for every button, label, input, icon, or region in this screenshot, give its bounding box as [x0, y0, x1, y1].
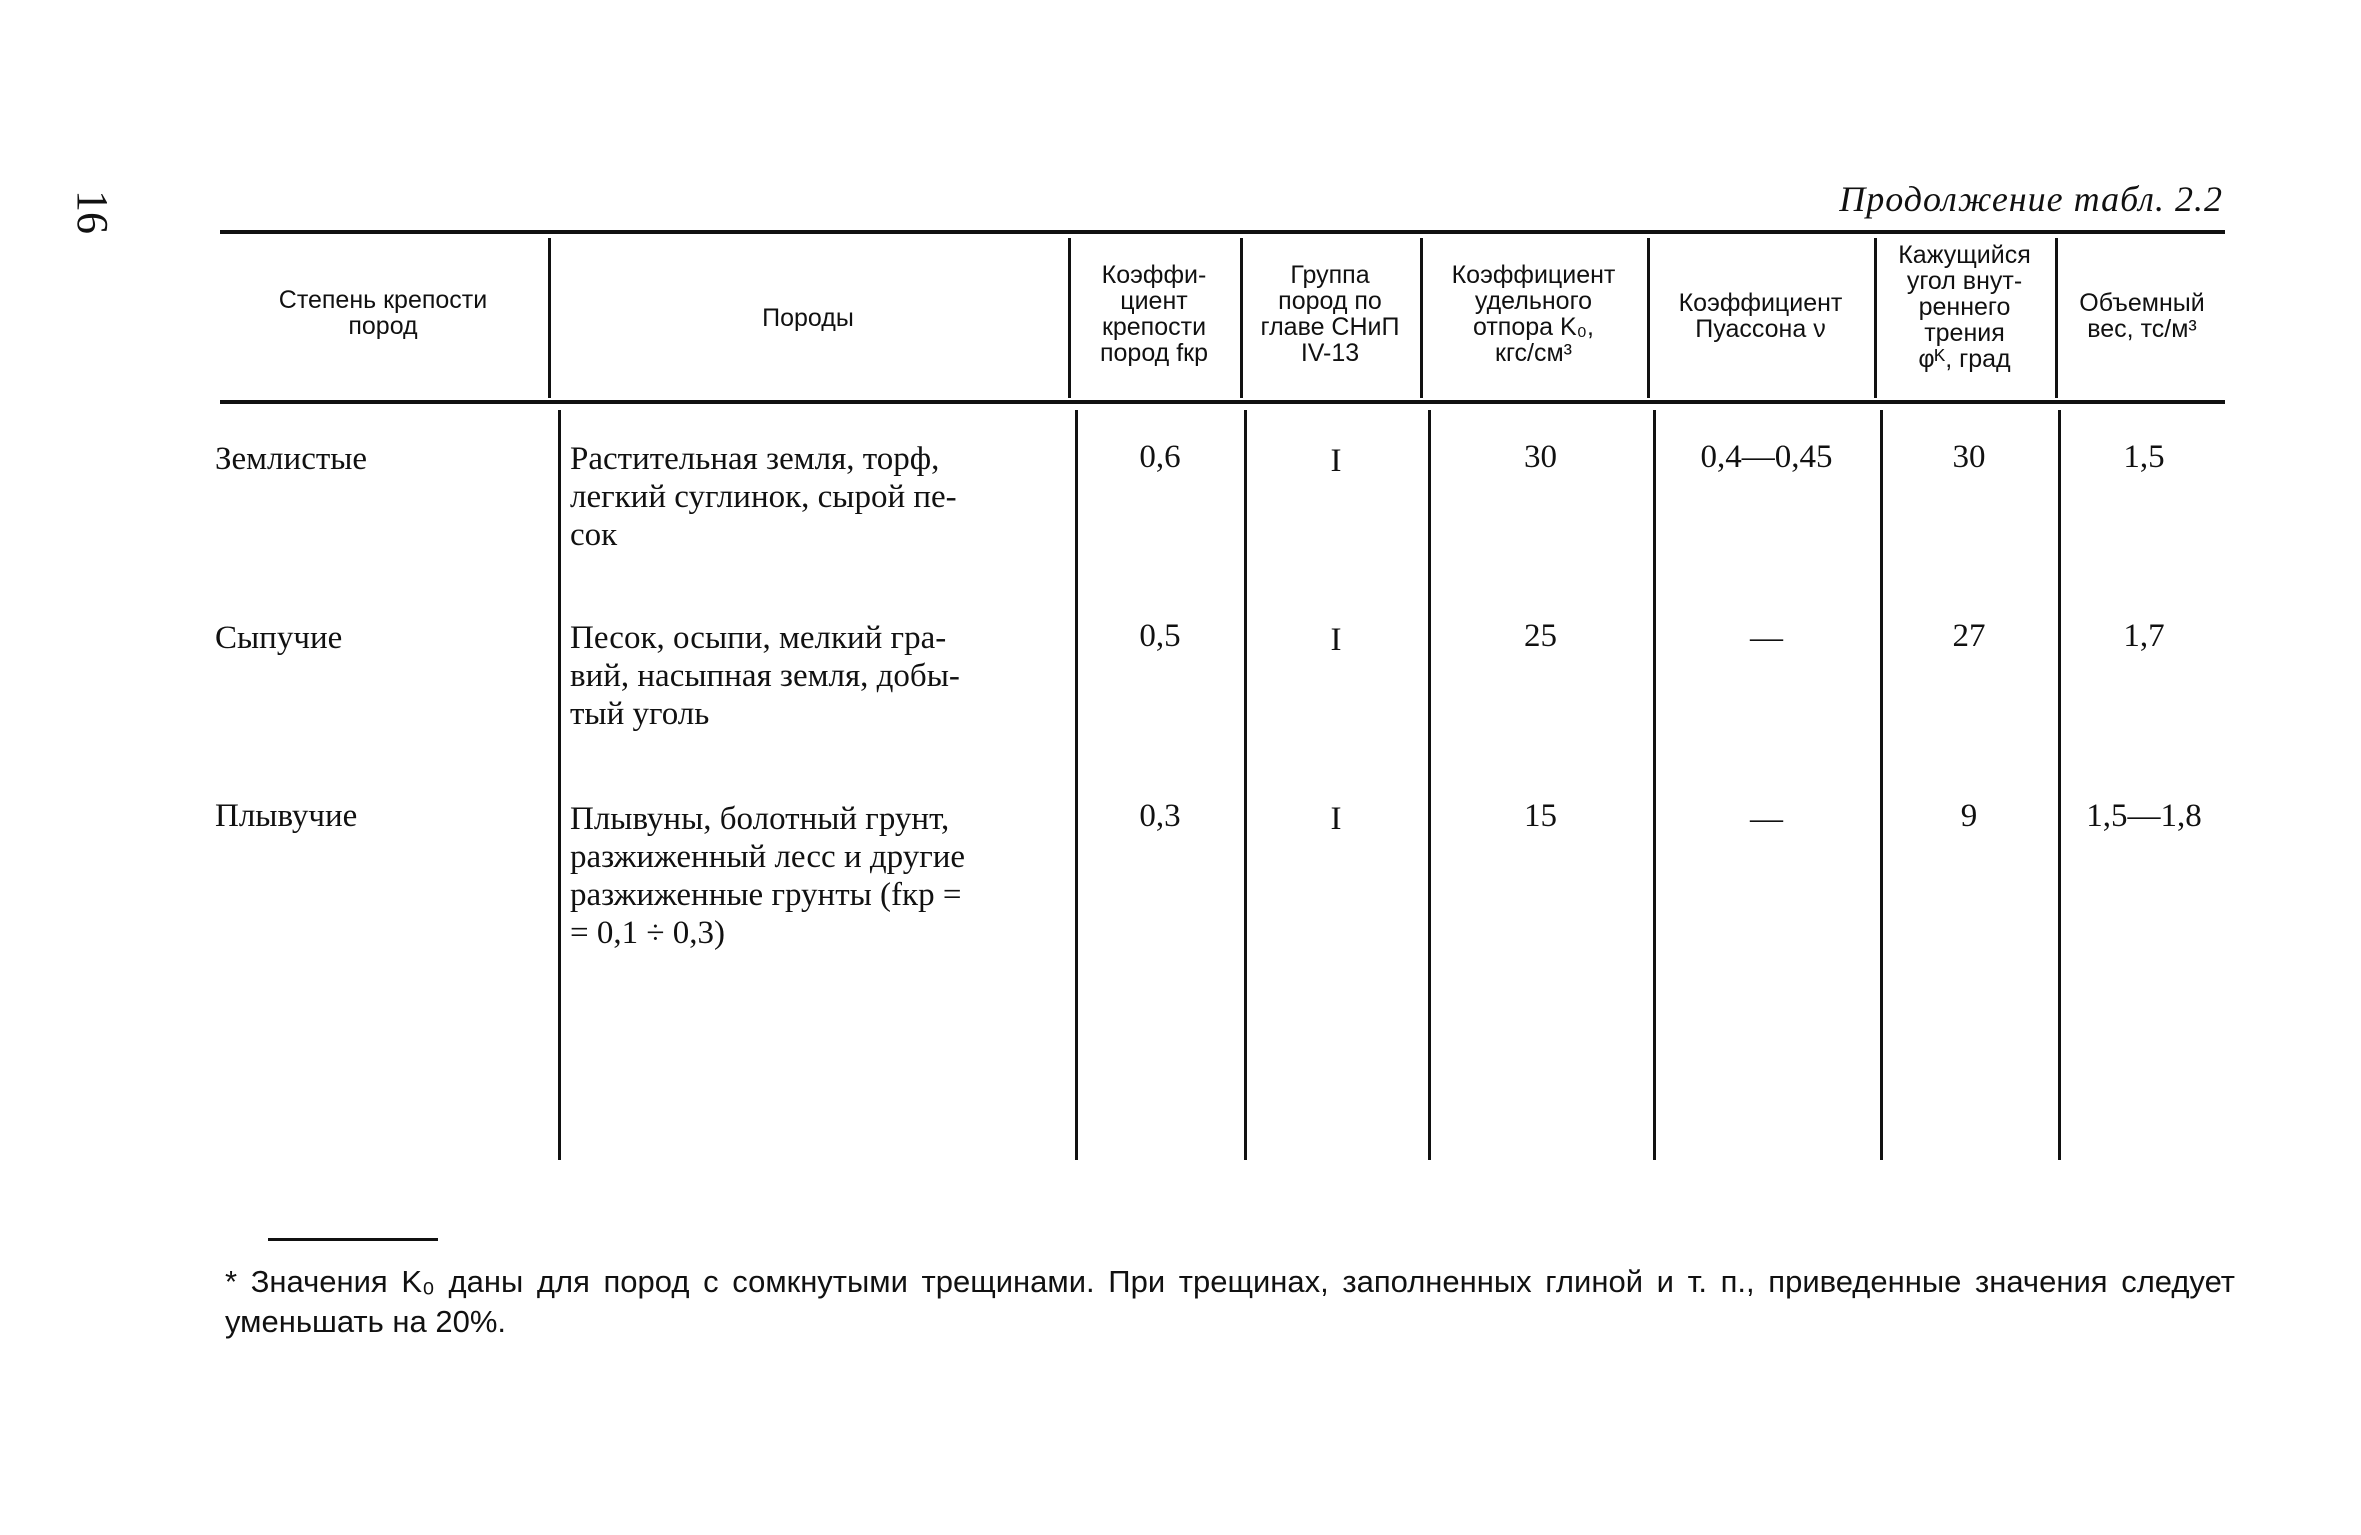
row-2-strength: Сыпучие	[215, 620, 343, 656]
row-2-group: I	[1330, 622, 1342, 658]
header-angle: Кажущийся угол внут- реннего трения φᴷ, град	[1898, 241, 2031, 373]
row-3-weight: 1,5—1,8	[2086, 798, 2202, 834]
header-divider	[548, 238, 551, 398]
body-divider	[2058, 410, 2061, 1160]
row-2-k0: 25	[1524, 618, 1557, 654]
header-bottom-rule	[220, 400, 2225, 404]
page-number: 16	[68, 190, 117, 234]
header-group: Группа пород по главе СНиП IV-13	[1260, 261, 1400, 367]
body-divider	[1880, 410, 1883, 1160]
header-f-kr: Коэффи- циент крепости пород fкр	[1099, 261, 1209, 367]
row-1-f-kr: 0,6	[1139, 439, 1181, 475]
row-2-f-kr: 0,5	[1139, 618, 1181, 654]
header-strength: Степень крепости пород	[278, 286, 488, 340]
header-k0: Коэффициент удельного отпора K₀, кгс/см³	[1451, 261, 1616, 367]
row-3-f-kr: 0,3	[1139, 798, 1181, 834]
body-divider	[558, 410, 561, 1160]
body-divider	[1244, 410, 1247, 1160]
row-2-poisson: —	[1750, 620, 1783, 656]
header-divider	[2055, 238, 2058, 398]
row-3-strength: Плывучие	[215, 798, 358, 834]
table-top-rule	[220, 230, 2225, 234]
footnote-separator	[268, 1238, 438, 1241]
row-3-k0: 15	[1524, 798, 1557, 834]
header-divider	[1647, 238, 1650, 398]
row-1-k0: 30	[1524, 439, 1557, 475]
header-weight: Объемный вес, тс/м³	[2079, 289, 2205, 343]
body-divider	[1428, 410, 1431, 1160]
row-3-angle: 9	[1960, 798, 1978, 834]
row-1-strength: Землистые	[215, 441, 368, 477]
row-3-poisson: —	[1750, 801, 1783, 837]
row-1-rocks: Растительная земля, торф, легкий суглинок, сырой пе- сок	[570, 441, 957, 553]
row-2-rocks: Песок, осыпи, мелкий гра- вий, насыпная земля, добы- тый уголь	[570, 620, 960, 732]
header-divider	[1068, 238, 1071, 398]
header-divider	[1240, 238, 1243, 398]
body-divider	[1075, 410, 1078, 1160]
row-3-group: I	[1330, 801, 1342, 837]
row-1-weight: 1,5	[2123, 439, 2165, 475]
table-caption: Продолжение табл. 2.2	[1839, 179, 2223, 219]
footnote: * Значения K₀ даны для пород с сомкнутыми трещинами. При трещинах, заполненных глиной и т. п., приведенные значения следует уменьшать на 20%.	[225, 1264, 2235, 1339]
header-rocks: Породы	[762, 304, 854, 332]
row-1-group: I	[1330, 443, 1342, 479]
header-poisson: Коэффициент Пуассона ν	[1678, 289, 1843, 343]
row-1-angle: 30	[1952, 439, 1986, 475]
header-divider	[1420, 238, 1423, 398]
header-divider	[1874, 238, 1877, 398]
row-1-poisson: 0,4—0,45	[1700, 439, 1833, 475]
body-divider	[1653, 410, 1656, 1160]
row-3-rocks: Плывуны, болотный грунт, разжиженный лесс и другие разжиженные грунты (fкр = = 0,1 ÷ 0,3)	[570, 801, 966, 951]
row-2-weight: 1,7	[2123, 618, 2165, 654]
row-2-angle: 27	[1952, 618, 1986, 654]
